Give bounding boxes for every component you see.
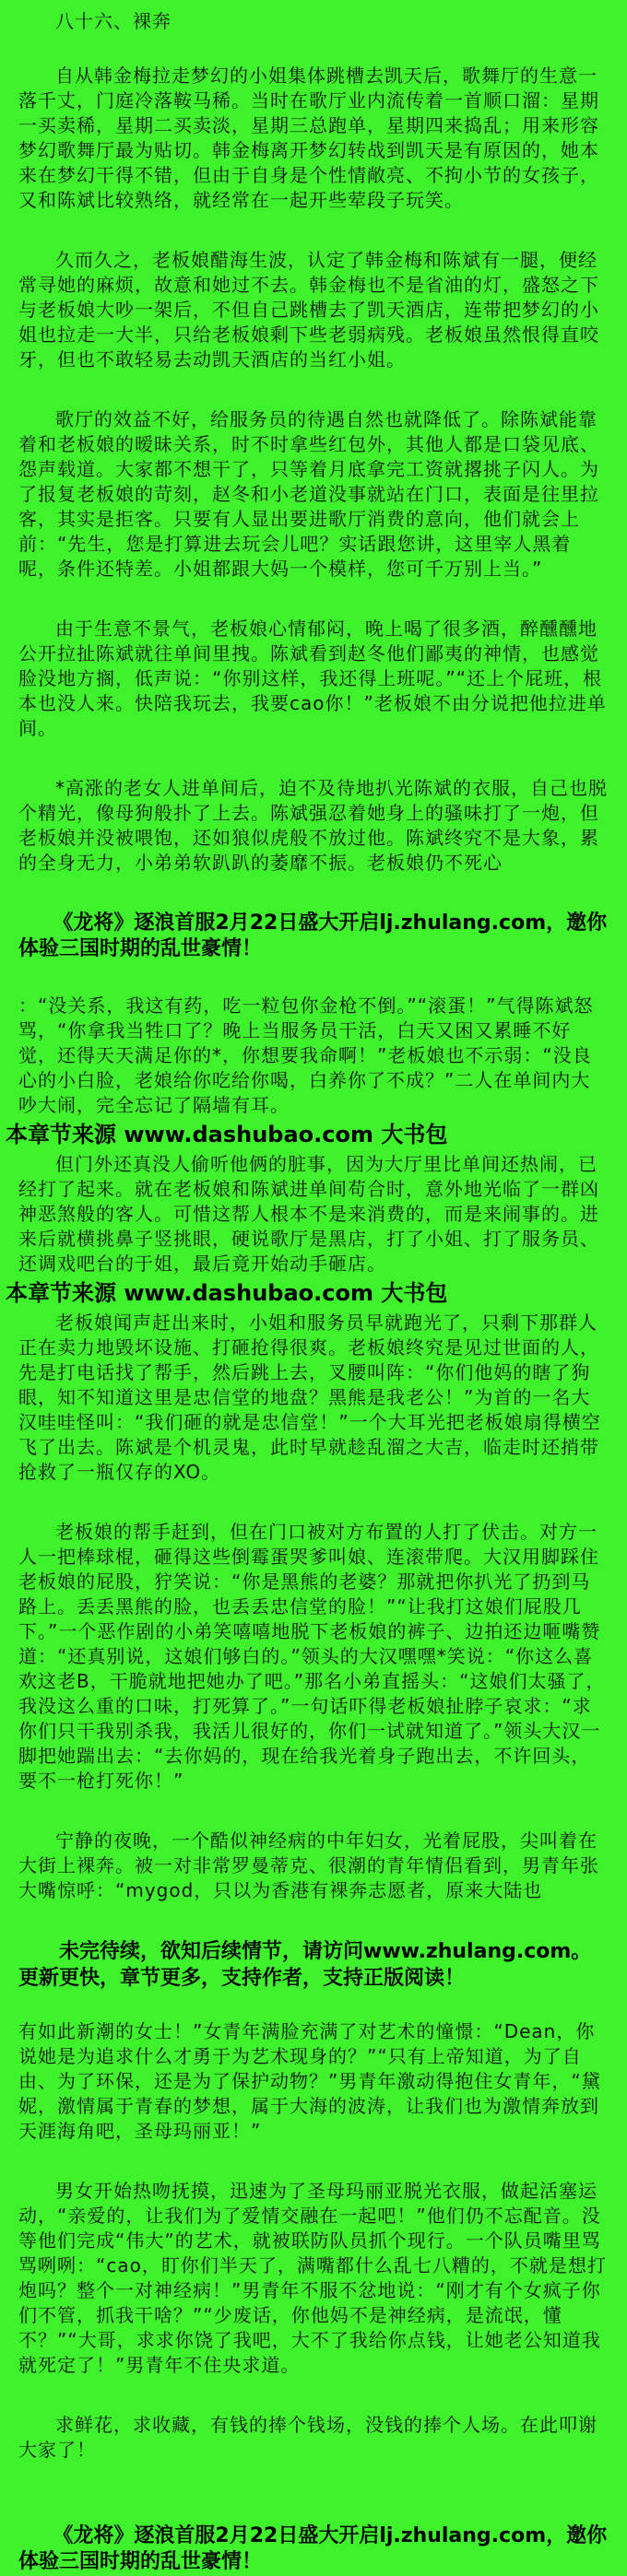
- paragraph-9: 宁静的夜晚，一个酷似神经病的中年妇女，光着屁股，尖叫着在大街上裸奔。被一对非常罗曼蒂克、很潮的青年情侣看到，男青年张大嘴惊呼：“mygod，只以为香港有裸奔志愿者，原来大陆也: [18, 1829, 599, 1901]
- ad-banner-longjiang-bottom: 《龙将》逐浪首服2月22日盛大开启lj.zhulang.com，邀你体验三国时期的乱世豪情！: [18, 2524, 608, 2573]
- zhulang-notice: 未完待续，欲知后续情节，请访问www.zhulang.com。更新更快，章节更多，支持作者，支持正版阅读！: [18, 1940, 592, 1990]
- paragraph-5: *高涨的老女人进单间后，迫不及待地扒光陈斌的衣服，自己也脱个精光，像母狗般扑了上去。陈斌强忍着她身上的骚味打了一炮，但老板娘并没被喂饱，还如狼似虎般不放过他。陈斌终究不是大象，累的全身无力，小弟弟软趴趴的萎靡不振。老板娘仍不死心: [18, 777, 608, 874]
- ad-banner-longjiang-top: 《龙将》逐浪首服2月22日盛大开启lj.zhulang.com，邀你体验三国时期的乱世豪情！: [18, 912, 608, 960]
- source-credit-line-2: 本章节来源 www.dashubao.com 大书包: [6, 1280, 448, 1306]
- paragraph-8: 老板娘的帮手赶到，但在门口被对方布置的人打了伏击。对方一人一把棒球棍，砸得这些倒霉蛋哭爹叫娘、连滚带爬。大汉用脚踩住老板娘的屁股，狞笑说：“你是黑熊的老婆？那就把你扒光了扔到马路上。丢丢黑熊的脸，也丢丢忠信堂的脸！”“让我打这娘们屁股几下。”一个恶作剧的小弟笑嘻嘻地脱下老板娘的裤子、边拍还边咂嘴赞道：“还真别说，这娘们够白的。”领头的大汉嘿嘿*笑说：“你这么喜欢这老B，干脆就地把她办了吧。”那名小弟直摇头：“这娘们太骚了，我没这么重的口味，打死算了。”一句话吓得老板娘扯脖子哀求：“求你们只干我别杀我，我活儿很好的，你们一试就知道了。”领头大汉一脚把她踹出去：“去你妈的，现在给我光着身子跑出去，不许回头，要不一枪打死你！”: [18, 1521, 606, 1792]
- paragraph-4: 由于生意不景气，老板娘心情郁闷，晚上喝了很多酒，醉醺醺地公开拉扯陈斌就往单间里拽。陈斌看到赵冬他们鄙夷的神情，也感觉脸没地方搁，低声说：“你别这样，我还得上班呢。”“还上个屁班，根本也没人来。快陪我玩去，我要cao你！”老板娘不由分说把他拉进单间。: [18, 618, 607, 739]
- paragraph-3: 歌厅的效益不好，给服务员的待遇自然也就降低了。除陈斌能靠着和老板娘的暧昧关系，时不时拿些红包外，其他人都是口袋见底、怨声载道。大家都不想干了，只等着月底拿完工资就撂挑子闪人。为了报复老板娘的苛刻，赵冬和小老道没事就站在门口，表面是往里拉客，其实是拒客。只要有人显出要进歌厅消费的意向，他们就会上前：“先生，您是打算进去玩会儿吧？实话跟您讲，这里宰人黑着呢，条件还特差。小姐都跟大妈一个模样，您可千万别上当。”: [18, 408, 599, 580]
- paragraph-6: 但门外还真没人偷听他俩的脏事，因为大厅里比单间还热闹，已经打了起来。就在老板娘和陈斌进单间苟合时，意外地光临了一群凶神恶煞般的客人。可惜这帮人根本不是来消费的，而是来闹事的。进来后就横挑鼻子竖挑眼，硬说歌厅是黑店，打了小姐、打了服务员、还调戏吧台的于姐，最后竟开始动手砸店。: [18, 1153, 599, 1275]
- paragraph-5-continued: ：“没关系，我这有药，吃一粒包你金枪不倒。”“滚蛋！”气得陈斌怒骂，“你拿我当牲口了？晚上当服务员干活，白天又困又累睡不好觉，还得天天满足你的*，你想要我命啊！”老板娘也不示弱：“没良心的小白脸，老娘给你吃给你喝，白养你了不成？”二人在单间内大吵大闹，完全忘记了隔墙有耳。: [18, 994, 594, 1116]
- chapter-title: 八十六、裸奔: [55, 10, 172, 32]
- paragraph-7: 老板娘闻声赶出来时，小姐和服务员早就跑光了，只剩下那群人正在卖力地毁坏设施、打砸抢得很爽。老板娘终究是见过世面的人，先是打电话找了帮手，然后跳上去，叉腰叫阵：“你们他妈的瞎了狗眼，知不知道这里是忠信堂的地盘？黑熊是我老公！”为首的一名大汉哇哇怪叫：“我们砸的就是忠信堂！”一个大耳光把老板娘扇得横空飞了出去。陈斌是个机灵鬼，此时早就趁乱溜之大吉，临走时还捎带抢救了一瓶仅存的XO。: [18, 1312, 601, 1483]
- paragraph-10: 男女开始热吻抚摸，迅速为了圣母玛丽亚脱光衣服，做起活塞运动，“亲爱的，让我们为了爱情交融在一起吧！”他们仍不忘配音。没等他们完成“伟大”的艺术，就被联防队员抓个现行。一个队员嘴里骂骂咧咧：“cao，盯你们半天了，满嘴都什么乱七八糟的，不就是想打炮吗？整个一对神经病！”男青年不服不忿地说：“刚才有个女疯子你们不管，抓我干啥？”“少废话，你他妈不是神经病，是流氓，懂不？”“大哥，求求你饶了我吧，大不了我给你点钱，让她老公知道我就死定了！”男青年不住央求道。: [18, 2180, 607, 2376]
- paragraph-2: 久而久之，老板娘醋海生波，认定了韩金梅和陈斌有一腿，便经常寻她的麻烦，故意和她过不去。韩金梅也不是省油的灯，盛怒之下与老板娘大吵一架后，不但自己跳槽去了凯天酒店，连带把梦幻的小姐也拉走一大半，只给老板娘剩下些老弱病残。老板娘虽然恨得直咬牙，但也不敢轻易去动凯天酒店的当红小姐。: [18, 249, 599, 371]
- paragraph-1: 自从韩金梅拉走梦幻的小姐集体跳槽去凯天后，歌舞厅的生意一落千丈，门庭冷落鞍马稀。当时在歌厅业内流传着一首顺口溜：星期一买卖稀，星期二买卖淡，星期三总跑单，星期四来捣乱；用来形容梦幻歌舞厅最为贴切。韩金梅离开梦幻转战到凯天是有原因的，她本来在梦幻干得不错，但由于自身是个性情敞亮、不拘小节的女孩子，又和陈斌比较熟络，就经常在一起开些荤段子玩笑。: [18, 65, 599, 211]
- paragraph-9-continued: 有如此新潮的女士！”女青年满脸充满了对艺术的憧憬：“Dean，你说她是为追求什么才勇于为艺术现身的？”“只有上帝知道，为了自由、为了环保，还是为了保护动物？”男青年激动得抱住女青年，“黛妮，激情属于青春的梦想，属于大海的波涛，让我们也为激情奔放到天涯海角吧，圣母玛丽亚！”: [18, 2020, 601, 2142]
- paragraph-11: 求鲜花，求收藏，有钱的捧个钱场，没钱的捧个人场。在此叩谢大家了！: [18, 2414, 597, 2461]
- source-credit-line-1: 本章节来源 www.dashubao.com 大书包: [6, 1122, 448, 1147]
